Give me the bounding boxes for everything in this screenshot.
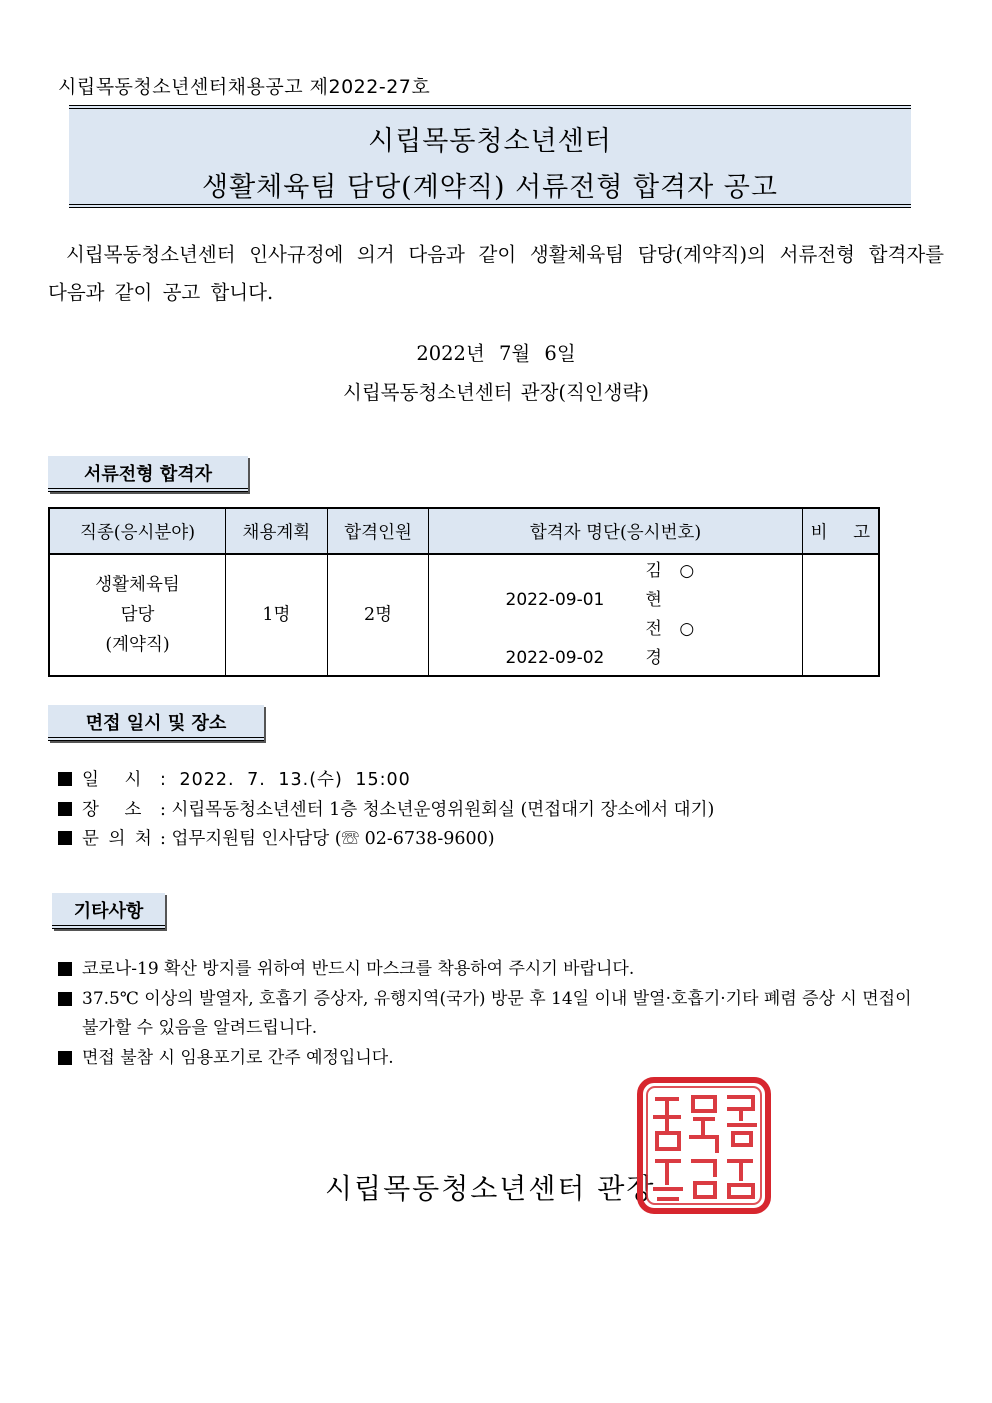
- issuer: 시립목동청소년센터 관장(직인생략): [343, 381, 649, 404]
- title-box: [69, 105, 911, 208]
- title-line-2: 생활체육팀 담당(계약직) 서류전형 합격자 공고: [202, 172, 778, 203]
- document-number: 시립목동청소년센터채용공고 제2022-27호: [58, 76, 431, 98]
- candidate-number: 2022-09-01: [505, 590, 605, 610]
- table-header-row: [49, 508, 879, 554]
- candidate-name: 전 ○ 경: [645, 619, 701, 668]
- cell-remark: [802, 554, 879, 676]
- candidate-row: [430, 557, 800, 615]
- signature-line: 시립목동청소년센터 관장: [325, 1172, 656, 1205]
- bullet-square-icon: [58, 1051, 72, 1065]
- section-label-pass: 서류전형 합격자: [48, 456, 248, 492]
- cell-job: [49, 554, 226, 676]
- bullet-square-icon: [58, 992, 72, 1006]
- interview-info: [58, 766, 714, 855]
- note-item: [58, 955, 918, 985]
- section-label-other: 기타사항: [52, 893, 165, 929]
- bullet-square-icon: [58, 772, 72, 786]
- note-item: [58, 985, 918, 1044]
- interview-contact-label: 문 의 처: [82, 829, 154, 849]
- notes-list: [58, 955, 918, 1073]
- interview-date-row: [58, 766, 714, 796]
- cell-candidates: [429, 554, 802, 676]
- interview-place-label: 장 소: [82, 799, 152, 820]
- table-row: [49, 554, 879, 676]
- cell-plan: 1명: [226, 554, 328, 676]
- interview-contact-row: [58, 825, 714, 855]
- header-candidates: 합격자 명단(응시번호): [429, 508, 802, 554]
- header-passed: 합격인원: [327, 508, 429, 554]
- intro-paragraph: 시립목동청소년센터 인사규정에 의거 다음과 같이 생활체육팀 담당(계약직)의 서류전형 합격자를 다음과 같이 공고 합니다.: [48, 243, 944, 304]
- header-job: 직종(응시분야): [49, 508, 226, 554]
- job-line-1: 생활체육팀: [95, 575, 180, 595]
- interview-date-label: 일 시: [82, 770, 152, 790]
- candidate-name: 김 ○ 현: [645, 561, 701, 610]
- header-remark: 비 고: [802, 508, 879, 554]
- pass-table: [48, 507, 880, 677]
- title-line-1: 시립목동청소년센터: [368, 126, 612, 157]
- interview-place-row: [58, 796, 714, 826]
- announcement-date: 2022년 7월 6일: [416, 342, 576, 365]
- cell-passed: 2명: [327, 554, 429, 676]
- job-line-2: 담당: [120, 605, 155, 625]
- bullet-square-icon: [58, 962, 72, 976]
- bullet-square-icon: [58, 802, 72, 816]
- note-text: 면접 불참 시 임용포기로 간주 예정입니다.: [82, 1047, 394, 1068]
- candidate-row: [430, 615, 800, 673]
- interview-contact-value: : 업무지원팀 인사담당 (☏ 02-6738-9600): [160, 829, 495, 849]
- note-text: 37.5℃ 이상의 발열자, 호흡기 증상자, 유행지역(국가) 방문 후 14일 이내 발열·호흡기·기타 폐렴 증상 시 면접이 불가할 수 있음을 알려드립니다.: [82, 988, 912, 1038]
- bullet-square-icon: [58, 831, 72, 845]
- note-text: 코로나-19 확산 방지를 위하여 반드시 마스크를 착용하여 주시기 바랍니다.: [82, 959, 635, 979]
- note-item: [58, 1044, 918, 1074]
- job-line-3: (계약직): [105, 635, 170, 655]
- header-plan: 채용계획: [226, 508, 328, 554]
- section-label-interview: 면접 일시 및 장소: [48, 705, 264, 741]
- interview-place-value: : 시립목동청소년센터 1층 청소년운영위원회실 (면접대기 장소에서 대기): [160, 799, 715, 820]
- official-seal-icon: [637, 1077, 771, 1214]
- candidate-number: 2022-09-02: [505, 648, 605, 668]
- interview-date-value: : 2022. 7. 13.(수) 15:00: [160, 770, 411, 790]
